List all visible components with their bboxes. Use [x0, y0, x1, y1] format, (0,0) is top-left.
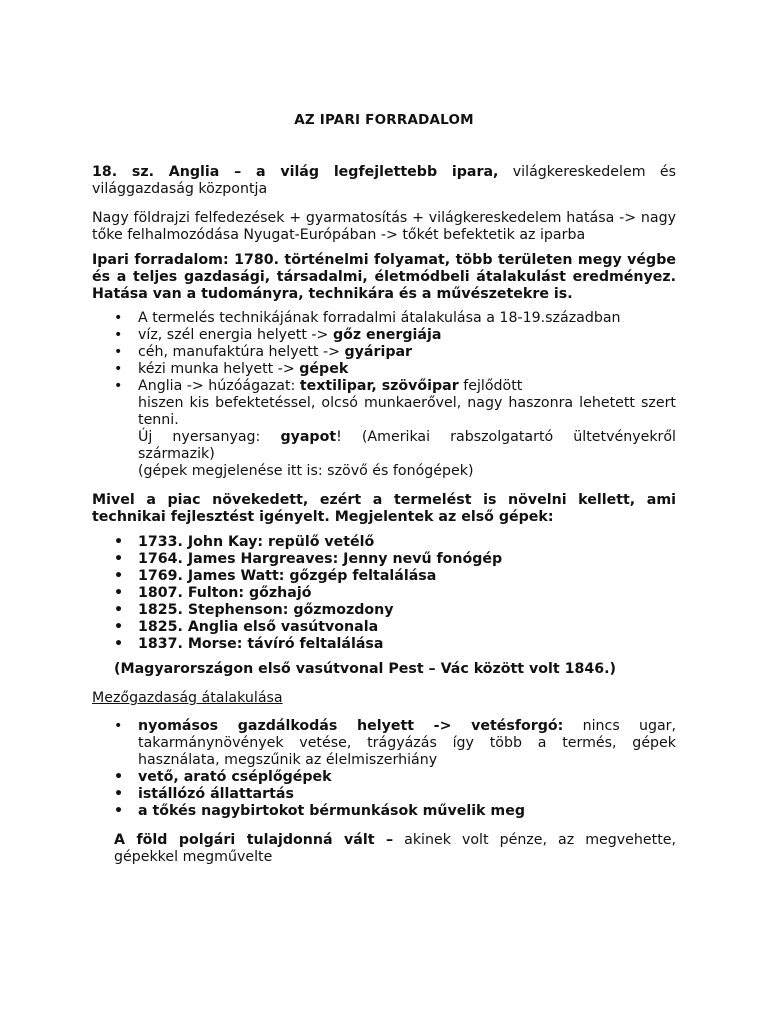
list-item: • Anglia -> húzóágazat: textilipar, szövőipar fejlődött hiszen kis befektetéssel, olcsó munkaerővel, nagy haszonra lehetett szert tenni. Új nyersanyag: gyapot! (Amerikai rabszolgatartó ültetvényekről származik) (gépek megjelenése itt is: szövő és fonógépek)	[114, 378, 676, 480]
document-body	[92, 164, 676, 866]
intro-paragraph	[92, 164, 676, 198]
list-item: • a tőkés nagybirtokot bérmunkások művelik meg	[114, 803, 676, 820]
list-item-continuation: hiszen kis befektetéssel, olcsó munkaerővel, nagy haszonra lehetett szert tenni.	[138, 395, 676, 428]
machines-paragraph: Mivel a piac növekedett, ezért a termelést is növelni kellett, ami technikai fejlesztést igényelt. Megjelentek az első gépek:	[92, 492, 676, 525]
list-item: • kézi munka helyett -> gépek	[114, 361, 676, 378]
list-item: • A termelés technikájának forradalmi átalakulása a 18-19.században	[114, 310, 676, 327]
list-item: • istállózó állattartás	[114, 786, 676, 803]
land-ownership-paragraph: A föld polgári tulajdonná vált – akinek volt pénze, az megvehette, gépekkel megművelte	[114, 832, 676, 865]
list-item: • 1837. Morse: távíró feltalálása	[114, 636, 676, 653]
list-item: • 1733. John Kay: repülő vetélő	[114, 534, 676, 551]
causes-paragraph: Nagy földrajzi felfedezések + gyarmatosítás + világkereskedelem hatása -> nagy tőke felhalmozódása Nyugat-Európában -> tőkét befektetik az iparba	[92, 210, 676, 243]
list-item: • 1764. James Hargreaves: Jenny nevű fonógép	[114, 551, 676, 568]
list-item: • nyomásos gazdálkodás helyett -> vetésforgó: nincs ugar, takarmánynövények vetése, trágyázás így több a termés, gépek használata, megszűnik az élelmiszerhiány	[114, 718, 676, 769]
list-item: • víz, szél energia helyett -> gőz energiája	[114, 327, 676, 344]
list-item-continuation: (gépek megjelenése itt is: szövő és fonógépek)	[138, 463, 474, 479]
list-item: • vető, arató cséplőgépek	[114, 769, 676, 786]
list-item: • 1807. Fulton: gőzhajó	[114, 585, 676, 602]
inventions-list	[114, 534, 676, 653]
agriculture-heading: Mezőgazdaság átalakulása	[92, 690, 283, 706]
railway-note: (Magyarországon első vasútvonal Pest – Vác között volt 1846.)	[114, 661, 616, 677]
intro-bold: 18. sz. Anglia – a világ legfejlettebb ipara,	[92, 164, 499, 180]
list-item: • 1825. Anglia első vasútvonala	[114, 619, 676, 636]
intro-normal: világkereskedelem és világgazdaság központja	[92, 164, 676, 197]
agriculture-list	[114, 718, 676, 820]
list-item-continuation: Új nyersanyag: gyapot! (Amerikai rabszolgatartó ültetvényekről származik)	[138, 429, 676, 462]
page-title: AZ IPARI FORRADALOM	[294, 112, 474, 128]
list-item: • céh, manufaktúra helyett -> gyáripar	[114, 344, 676, 361]
changes-list	[114, 310, 676, 480]
list-item: • 1769. James Watt: gőzgép feltalálása	[114, 568, 676, 585]
industrial-revolution-paragraph: Ipari forradalom: 1780. történelmi folyamat, több területen megy végbe és a teljes gazdasági, társadalmi, életmódbeli átalakulást eredményez. Hatása van a tudományra, technikára és a művészetekre is.	[92, 252, 676, 302]
list-item: • 1825. Stephenson: gőzmozdony	[114, 602, 676, 619]
